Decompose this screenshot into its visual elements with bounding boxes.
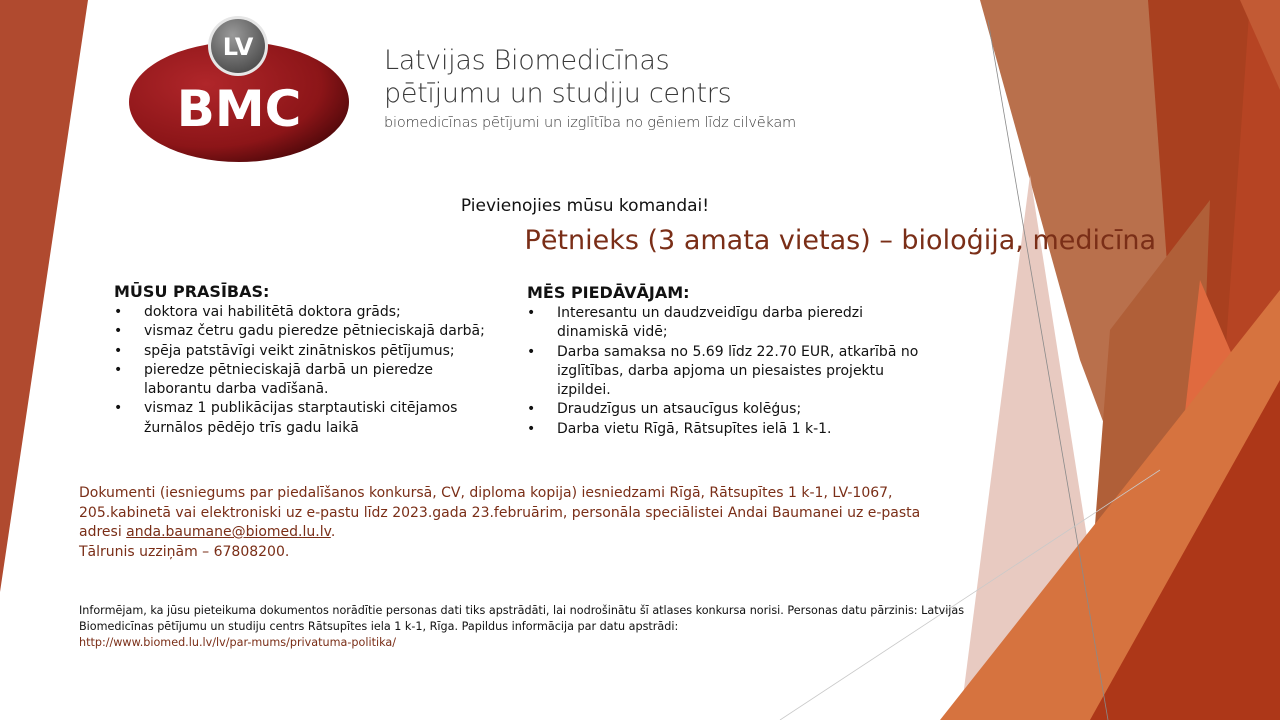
- email-link[interactable]: anda.baumane@biomed.lu.lv: [126, 524, 331, 540]
- headline-kicker: Pievienojies mūsu komandai!: [460, 196, 710, 216]
- requirement-item: • vismaz 1 publikācijas starptautiski citējamos žurnālos pēdējo trīs gadu laikā: [114, 399, 474, 438]
- job-title: [0, 225, 1156, 256]
- offer-item: • Interesantu un daudzveidīgu darba pieredzi dinamiskā vidē;: [527, 304, 887, 343]
- offer-heading: MĒS PIEDĀVĀJAM:: [527, 283, 690, 302]
- logo-main-text: BMC: [176, 80, 302, 138]
- requirements-section: [114, 281, 504, 438]
- requirement-item: • pieredze pētnieciskajā darbā un pieredze laborantu darba vadīšanā.: [114, 361, 464, 400]
- brand-name-block: [384, 44, 796, 134]
- brand-tagline: biomedicīnas pētījumi un izglītība no gēniem līdz cilvēkam: [384, 115, 796, 131]
- privacy-text: Informējam, ka jūsu pieteikuma dokumentos norādītie personas dati tiks apstrādāti, lai nodrošinātu šī atlases konkursa norisi. Personas datu pārzinis: Latvijas Biomedicīnas pētījumu un studiju centrs Rātsupītes iela 1 k-1, Rīga. Papildus informācija par datu apstrādi:: [79, 604, 965, 633]
- bmc-logo: [128, 16, 350, 162]
- documents-text: Dokumenti (iesniegums par piedalīšanos konkursā, CV, diploma kopija) iesniedzami Rīgā, Rātsupītes 1 k-1, LV-1067, 205.kabinetā vai elektroniski uz e-pastu līdz 2023.gada 23.februārim, personāla speciālistei Andai Baumanei uz e-pasta adresi: [79, 485, 921, 540]
- offer-item: • Darba samaksa no 5.69 līdz 22.70 EUR, atkarībā no izglītības, darba apjoma un piesaistes projektu izpildei.: [527, 343, 927, 401]
- requirement-item: • vismaz četru gadu pieredze pētnieciskajā darbā;: [114, 322, 504, 341]
- requirement-item: • doktora vai habilitētā doktora grāds;: [114, 303, 504, 322]
- offer-list: [527, 304, 937, 439]
- logo-badge-text: LV: [222, 33, 254, 61]
- brand-line-1: Latvijas Biomedicīnas: [384, 45, 670, 76]
- brand-line-2: pētījumu un studiju centrs: [384, 78, 732, 109]
- job-title-text: Pētnieks (3 amata vietas) – bioloģija, medicīna: [524, 225, 1156, 256]
- privacy-notice: [79, 603, 999, 651]
- requirement-item: • spēja patstāvīgi veikt zinātniskos pētījumus;: [114, 342, 504, 361]
- offer-section: [527, 282, 937, 439]
- privacy-policy-link[interactable]: http://www.biomed.lu.lv/lv/par-mums/privatuma-politika/: [79, 636, 396, 649]
- phone-line: Tālrunis uzziņām – 67808200.: [79, 543, 290, 560]
- documents-submission-info: [79, 484, 959, 562]
- offer-item: • Draudzīgus un atsaucīgus kolēģus;: [527, 400, 937, 419]
- documents-text-end: .: [330, 524, 336, 540]
- requirements-list: [114, 303, 504, 438]
- offer-item: • Darba vietu Rīgā, Rātsupītes ielā 1 k-1.: [527, 420, 937, 439]
- left-decorative-band: [0, 0, 88, 592]
- requirements-heading: MŪSU PRASĪBAS:: [114, 282, 270, 301]
